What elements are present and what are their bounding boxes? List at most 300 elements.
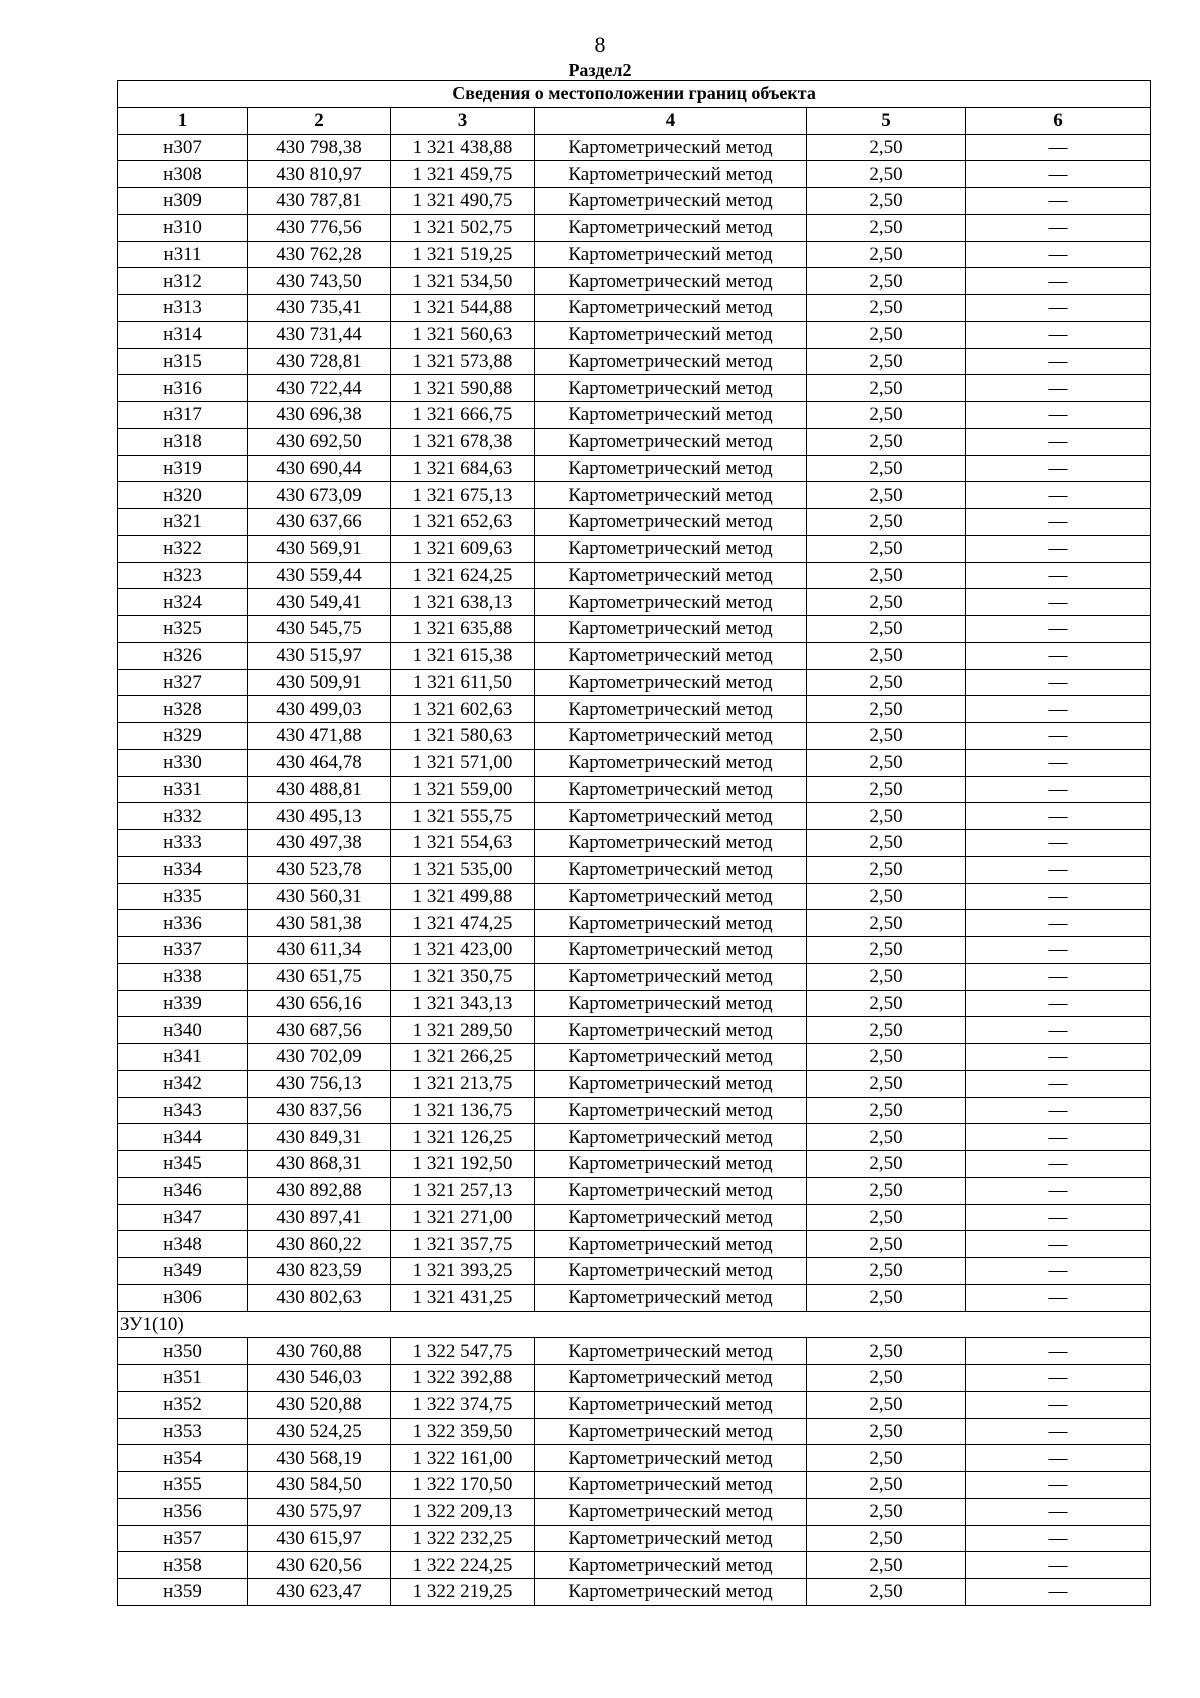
- table-row: [118, 1177, 1151, 1204]
- cell-description: —: [966, 1579, 1151, 1606]
- cell-y-coordinate: 1 321 635,88: [391, 616, 535, 643]
- table-row: [118, 1284, 1151, 1311]
- cell-description: —: [966, 1391, 1151, 1418]
- table-row: [118, 188, 1151, 215]
- cell-y-coordinate: 1 322 374,75: [391, 1391, 535, 1418]
- cell-method: Картометрический метод: [535, 241, 807, 268]
- cell-description: —: [966, 1231, 1151, 1258]
- cell-accuracy: 2,50: [807, 348, 966, 375]
- cell-x-coordinate: 430 611,34: [248, 937, 391, 964]
- cell-accuracy: 2,50: [807, 830, 966, 857]
- cell-description: —: [966, 642, 1151, 669]
- cell-method: Картометрический метод: [535, 1017, 807, 1044]
- cell-accuracy: 2,50: [807, 1044, 966, 1071]
- cell-y-coordinate: 1 321 559,00: [391, 776, 535, 803]
- cell-y-coordinate: 1 322 219,25: [391, 1579, 535, 1606]
- cell-point-number: н332: [118, 803, 248, 830]
- column-header: 5: [807, 107, 966, 134]
- cell-y-coordinate: 1 322 359,50: [391, 1418, 535, 1445]
- cell-y-coordinate: 1 321 615,38: [391, 642, 535, 669]
- cell-point-number: н347: [118, 1204, 248, 1231]
- cell-x-coordinate: 430 499,03: [248, 696, 391, 723]
- table-row: [118, 830, 1151, 857]
- cell-point-number: н327: [118, 669, 248, 696]
- cell-point-number: н344: [118, 1124, 248, 1151]
- cell-point-number: н351: [118, 1365, 248, 1392]
- cell-method: Картометрический метод: [535, 776, 807, 803]
- table-row: [118, 937, 1151, 964]
- table-row: [118, 589, 1151, 616]
- table-row: [118, 1445, 1151, 1472]
- cell-point-number: н340: [118, 1017, 248, 1044]
- cell-x-coordinate: 430 620,56: [248, 1552, 391, 1579]
- cell-description: —: [966, 1258, 1151, 1285]
- cell-y-coordinate: 1 321 423,00: [391, 937, 535, 964]
- cell-accuracy: 2,50: [807, 241, 966, 268]
- cell-description: —: [966, 856, 1151, 883]
- cell-description: —: [966, 535, 1151, 562]
- cell-accuracy: 2,50: [807, 1498, 966, 1525]
- cell-point-number: н315: [118, 348, 248, 375]
- cell-method: Картометрический метод: [535, 509, 807, 536]
- cell-accuracy: 2,50: [807, 509, 966, 536]
- cell-point-number: н334: [118, 856, 248, 883]
- cell-method: Картометрический метод: [535, 1258, 807, 1285]
- cell-accuracy: 2,50: [807, 1338, 966, 1365]
- cell-method: Картометрический метод: [535, 963, 807, 990]
- cell-accuracy: 2,50: [807, 455, 966, 482]
- cell-description: —: [966, 803, 1151, 830]
- table-row: [118, 455, 1151, 482]
- cell-y-coordinate: 1 321 571,00: [391, 749, 535, 776]
- cell-x-coordinate: 430 776,56: [248, 214, 391, 241]
- boundary-table: [117, 80, 1151, 1606]
- cell-method: Картометрический метод: [535, 375, 807, 402]
- cell-description: —: [966, 1151, 1151, 1178]
- cell-x-coordinate: 430 488,81: [248, 776, 391, 803]
- cell-accuracy: 2,50: [807, 1124, 966, 1151]
- cell-point-number: н310: [118, 214, 248, 241]
- cell-accuracy: 2,50: [807, 321, 966, 348]
- cell-method: Картометрический метод: [535, 268, 807, 295]
- cell-y-coordinate: 1 321 678,38: [391, 428, 535, 455]
- cell-x-coordinate: 430 560,31: [248, 883, 391, 910]
- cell-accuracy: 2,50: [807, 134, 966, 161]
- cell-accuracy: 2,50: [807, 937, 966, 964]
- cell-description: —: [966, 1418, 1151, 1445]
- cell-description: —: [966, 188, 1151, 215]
- table-row: [118, 1365, 1151, 1392]
- cell-y-coordinate: 1 321 611,50: [391, 669, 535, 696]
- cell-x-coordinate: 430 892,88: [248, 1177, 391, 1204]
- cell-y-coordinate: 1 321 393,25: [391, 1258, 535, 1285]
- cell-x-coordinate: 430 823,59: [248, 1258, 391, 1285]
- table-row: [118, 776, 1151, 803]
- cell-x-coordinate: 430 569,91: [248, 535, 391, 562]
- table-row: [118, 1017, 1151, 1044]
- cell-y-coordinate: 1 321 192,50: [391, 1151, 535, 1178]
- cell-description: —: [966, 241, 1151, 268]
- cell-y-coordinate: 1 321 343,13: [391, 990, 535, 1017]
- cell-y-coordinate: 1 321 519,25: [391, 241, 535, 268]
- cell-x-coordinate: 430 702,09: [248, 1044, 391, 1071]
- cell-method: Картометрический метод: [535, 1151, 807, 1178]
- table-caption-row: [118, 81, 1151, 108]
- cell-accuracy: 2,50: [807, 856, 966, 883]
- cell-accuracy: 2,50: [807, 1097, 966, 1124]
- cell-method: Картометрический метод: [535, 535, 807, 562]
- cell-x-coordinate: 430 656,16: [248, 990, 391, 1017]
- cell-x-coordinate: 430 509,91: [248, 669, 391, 696]
- cell-x-coordinate: 430 837,56: [248, 1097, 391, 1124]
- cell-description: —: [966, 1445, 1151, 1472]
- cell-point-number: н309: [118, 188, 248, 215]
- cell-description: —: [966, 321, 1151, 348]
- cell-method: Картометрический метод: [535, 1284, 807, 1311]
- cell-method: Картометрический метод: [535, 723, 807, 750]
- cell-x-coordinate: 430 810,97: [248, 161, 391, 188]
- cell-point-number: н337: [118, 937, 248, 964]
- cell-method: Картометрический метод: [535, 1579, 807, 1606]
- cell-description: —: [966, 830, 1151, 857]
- cell-method: Картометрический метод: [535, 883, 807, 910]
- cell-y-coordinate: 1 321 266,25: [391, 1044, 535, 1071]
- cell-description: —: [966, 1070, 1151, 1097]
- cell-method: Картометрический метод: [535, 562, 807, 589]
- table-row: [118, 348, 1151, 375]
- cell-y-coordinate: 1 321 213,75: [391, 1070, 535, 1097]
- cell-y-coordinate: 1 321 684,63: [391, 455, 535, 482]
- cell-method: Картометрический метод: [535, 830, 807, 857]
- cell-point-number: н313: [118, 295, 248, 322]
- cell-point-number: н306: [118, 1284, 248, 1311]
- cell-y-coordinate: 1 321 350,75: [391, 963, 535, 990]
- cell-description: —: [966, 1284, 1151, 1311]
- cell-y-coordinate: 1 321 502,75: [391, 214, 535, 241]
- table-row: [118, 669, 1151, 696]
- table-row: [118, 723, 1151, 750]
- cell-method: Картометрический метод: [535, 321, 807, 348]
- cell-x-coordinate: 430 787,81: [248, 188, 391, 215]
- cell-accuracy: 2,50: [807, 803, 966, 830]
- cell-description: —: [966, 963, 1151, 990]
- cell-x-coordinate: 430 615,97: [248, 1525, 391, 1552]
- cell-method: Картометрический метод: [535, 1044, 807, 1071]
- cell-y-coordinate: 1 321 602,63: [391, 696, 535, 723]
- cell-method: Картометрический метод: [535, 161, 807, 188]
- table-row: [118, 1231, 1151, 1258]
- cell-x-coordinate: 430 581,38: [248, 910, 391, 937]
- cell-point-number: н350: [118, 1338, 248, 1365]
- cell-accuracy: 2,50: [807, 1258, 966, 1285]
- cell-accuracy: 2,50: [807, 188, 966, 215]
- cell-accuracy: 2,50: [807, 1070, 966, 1097]
- table-row: [118, 1418, 1151, 1445]
- cell-x-coordinate: 430 568,19: [248, 1445, 391, 1472]
- cell-x-coordinate: 430 673,09: [248, 482, 391, 509]
- table-row: [118, 321, 1151, 348]
- cell-y-coordinate: 1 321 271,00: [391, 1204, 535, 1231]
- cell-point-number: н349: [118, 1258, 248, 1285]
- cell-accuracy: 2,50: [807, 990, 966, 1017]
- cell-accuracy: 2,50: [807, 482, 966, 509]
- cell-point-number: н357: [118, 1525, 248, 1552]
- cell-x-coordinate: 430 637,66: [248, 509, 391, 536]
- cell-x-coordinate: 430 731,44: [248, 321, 391, 348]
- cell-point-number: н318: [118, 428, 248, 455]
- cell-accuracy: 2,50: [807, 214, 966, 241]
- cell-method: Картометрический метод: [535, 1472, 807, 1499]
- cell-method: Картометрический метод: [535, 1177, 807, 1204]
- cell-x-coordinate: 430 524,25: [248, 1418, 391, 1445]
- cell-description: —: [966, 509, 1151, 536]
- cell-description: —: [966, 1097, 1151, 1124]
- cell-point-number: н341: [118, 1044, 248, 1071]
- table-row: [118, 1204, 1151, 1231]
- cell-y-coordinate: 1 321 652,63: [391, 509, 535, 536]
- cell-point-number: н359: [118, 1579, 248, 1606]
- cell-description: —: [966, 1177, 1151, 1204]
- cell-method: Картометрический метод: [535, 1525, 807, 1552]
- cell-point-number: н325: [118, 616, 248, 643]
- cell-description: —: [966, 776, 1151, 803]
- cell-description: —: [966, 134, 1151, 161]
- table-header-row: [118, 107, 1151, 134]
- table-row: [118, 1124, 1151, 1151]
- group-row: [118, 1311, 1151, 1338]
- column-header: 3: [391, 107, 535, 134]
- cell-x-coordinate: 430 575,97: [248, 1498, 391, 1525]
- cell-point-number: н320: [118, 482, 248, 509]
- cell-y-coordinate: 1 321 126,25: [391, 1124, 535, 1151]
- cell-y-coordinate: 1 322 161,00: [391, 1445, 535, 1472]
- table-row: [118, 535, 1151, 562]
- cell-method: Картометрический метод: [535, 642, 807, 669]
- cell-x-coordinate: 430 849,31: [248, 1124, 391, 1151]
- cell-x-coordinate: 430 722,44: [248, 375, 391, 402]
- cell-x-coordinate: 430 897,41: [248, 1204, 391, 1231]
- cell-x-coordinate: 430 651,75: [248, 963, 391, 990]
- cell-y-coordinate: 1 321 136,75: [391, 1097, 535, 1124]
- cell-description: —: [966, 482, 1151, 509]
- cell-y-coordinate: 1 321 534,50: [391, 268, 535, 295]
- cell-accuracy: 2,50: [807, 723, 966, 750]
- cell-method: Картометрический метод: [535, 696, 807, 723]
- cell-description: —: [966, 990, 1151, 1017]
- table-row: [118, 482, 1151, 509]
- cell-description: —: [966, 268, 1151, 295]
- cell-accuracy: 2,50: [807, 1365, 966, 1392]
- cell-description: —: [966, 562, 1151, 589]
- cell-description: —: [966, 1338, 1151, 1365]
- cell-method: Картометрический метод: [535, 1391, 807, 1418]
- cell-accuracy: 2,50: [807, 589, 966, 616]
- cell-accuracy: 2,50: [807, 402, 966, 429]
- cell-description: —: [966, 883, 1151, 910]
- cell-point-number: н335: [118, 883, 248, 910]
- cell-description: —: [966, 723, 1151, 750]
- cell-x-coordinate: 430 495,13: [248, 803, 391, 830]
- cell-description: —: [966, 910, 1151, 937]
- cell-y-coordinate: 1 322 224,25: [391, 1552, 535, 1579]
- cell-x-coordinate: 430 696,38: [248, 402, 391, 429]
- cell-accuracy: 2,50: [807, 1177, 966, 1204]
- table-row: [118, 1552, 1151, 1579]
- cell-point-number: н324: [118, 589, 248, 616]
- cell-description: —: [966, 1498, 1151, 1525]
- table-row: [118, 134, 1151, 161]
- cell-x-coordinate: 430 860,22: [248, 1231, 391, 1258]
- cell-x-coordinate: 430 762,28: [248, 241, 391, 268]
- table-row: [118, 428, 1151, 455]
- section-title: Раздел2: [568, 60, 632, 80]
- cell-y-coordinate: 1 321 459,75: [391, 161, 535, 188]
- cell-y-coordinate: 1 321 257,13: [391, 1177, 535, 1204]
- cell-y-coordinate: 1 321 638,13: [391, 589, 535, 616]
- cell-description: —: [966, 375, 1151, 402]
- column-header: 4: [535, 107, 807, 134]
- cell-accuracy: 2,50: [807, 1204, 966, 1231]
- cell-point-number: н319: [118, 455, 248, 482]
- table-row: [118, 1258, 1151, 1285]
- cell-method: Картометрический метод: [535, 1418, 807, 1445]
- table-row: [118, 509, 1151, 536]
- cell-accuracy: 2,50: [807, 161, 966, 188]
- table-row: [118, 910, 1151, 937]
- table-row: [118, 1498, 1151, 1525]
- cell-accuracy: 2,50: [807, 1472, 966, 1499]
- cell-x-coordinate: 430 471,88: [248, 723, 391, 750]
- cell-description: —: [966, 669, 1151, 696]
- cell-point-number: н331: [118, 776, 248, 803]
- cell-x-coordinate: 430 687,56: [248, 1017, 391, 1044]
- table-row: [118, 1151, 1151, 1178]
- cell-method: Картометрический метод: [535, 188, 807, 215]
- table-row: [118, 1338, 1151, 1365]
- cell-x-coordinate: 430 559,44: [248, 562, 391, 589]
- cell-x-coordinate: 430 515,97: [248, 642, 391, 669]
- cell-x-coordinate: 430 743,50: [248, 268, 391, 295]
- cell-point-number: н322: [118, 535, 248, 562]
- cell-accuracy: 2,50: [807, 1525, 966, 1552]
- cell-accuracy: 2,50: [807, 428, 966, 455]
- cell-y-coordinate: 1 321 490,75: [391, 188, 535, 215]
- cell-method: Картометрический метод: [535, 1204, 807, 1231]
- cell-description: —: [966, 589, 1151, 616]
- cell-point-number: н307: [118, 134, 248, 161]
- cell-accuracy: 2,50: [807, 375, 966, 402]
- cell-y-coordinate: 1 321 573,88: [391, 348, 535, 375]
- cell-description: —: [966, 214, 1151, 241]
- table-row: [118, 1525, 1151, 1552]
- cell-y-coordinate: 1 321 560,63: [391, 321, 535, 348]
- column-header: 2: [248, 107, 391, 134]
- cell-y-coordinate: 1 321 555,75: [391, 803, 535, 830]
- cell-point-number: н338: [118, 963, 248, 990]
- cell-point-number: н330: [118, 749, 248, 776]
- cell-y-coordinate: 1 321 675,13: [391, 482, 535, 509]
- cell-accuracy: 2,50: [807, 963, 966, 990]
- cell-point-number: н358: [118, 1552, 248, 1579]
- cell-method: Картометрический метод: [535, 856, 807, 883]
- cell-method: Картометрический метод: [535, 428, 807, 455]
- table-row: [118, 642, 1151, 669]
- cell-y-coordinate: 1 322 547,75: [391, 1338, 535, 1365]
- cell-y-coordinate: 1 322 170,50: [391, 1472, 535, 1499]
- cell-accuracy: 2,50: [807, 749, 966, 776]
- cell-point-number: н329: [118, 723, 248, 750]
- cell-y-coordinate: 1 321 554,63: [391, 830, 535, 857]
- cell-description: —: [966, 937, 1151, 964]
- cell-y-coordinate: 1 321 624,25: [391, 562, 535, 589]
- cell-point-number: н328: [118, 696, 248, 723]
- cell-point-number: н354: [118, 1445, 248, 1472]
- table-row: [118, 1097, 1151, 1124]
- cell-description: —: [966, 616, 1151, 643]
- table-row: [118, 990, 1151, 1017]
- cell-accuracy: 2,50: [807, 1284, 966, 1311]
- cell-method: Картометрический метод: [535, 455, 807, 482]
- cell-point-number: н321: [118, 509, 248, 536]
- table-row: [118, 1391, 1151, 1418]
- cell-x-coordinate: 430 545,75: [248, 616, 391, 643]
- cell-accuracy: 2,50: [807, 1391, 966, 1418]
- cell-description: —: [966, 1552, 1151, 1579]
- cell-method: Картометрический метод: [535, 749, 807, 776]
- cell-description: —: [966, 455, 1151, 482]
- table-row: [118, 161, 1151, 188]
- cell-accuracy: 2,50: [807, 696, 966, 723]
- cell-description: —: [966, 402, 1151, 429]
- cell-method: Картометрический метод: [535, 1445, 807, 1472]
- cell-accuracy: 2,50: [807, 1579, 966, 1606]
- cell-y-coordinate: 1 322 209,13: [391, 1498, 535, 1525]
- cell-accuracy: 2,50: [807, 910, 966, 937]
- table-row: [118, 562, 1151, 589]
- table-row: [118, 803, 1151, 830]
- cell-x-coordinate: 430 546,03: [248, 1365, 391, 1392]
- cell-x-coordinate: 430 549,41: [248, 589, 391, 616]
- cell-x-coordinate: 430 728,81: [248, 348, 391, 375]
- cell-x-coordinate: 430 798,38: [248, 134, 391, 161]
- table-row: [118, 616, 1151, 643]
- cell-description: —: [966, 1365, 1151, 1392]
- cell-y-coordinate: 1 321 357,75: [391, 1231, 535, 1258]
- cell-method: Картометрический метод: [535, 1338, 807, 1365]
- table-row: [118, 1579, 1151, 1606]
- cell-accuracy: 2,50: [807, 776, 966, 803]
- cell-method: Картометрический метод: [535, 1231, 807, 1258]
- cell-point-number: н343: [118, 1097, 248, 1124]
- cell-method: Картометрический метод: [535, 589, 807, 616]
- table-row: [118, 295, 1151, 322]
- cell-method: Картометрический метод: [535, 482, 807, 509]
- page-number: 8: [594, 32, 606, 57]
- table-row: [118, 214, 1151, 241]
- cell-y-coordinate: 1 321 666,75: [391, 402, 535, 429]
- cell-x-coordinate: 430 464,78: [248, 749, 391, 776]
- cell-method: Картометрический метод: [535, 1365, 807, 1392]
- cell-description: —: [966, 696, 1151, 723]
- table-row: [118, 883, 1151, 910]
- cell-y-coordinate: 1 321 431,25: [391, 1284, 535, 1311]
- cell-method: Картометрический метод: [535, 134, 807, 161]
- table-row: [118, 268, 1151, 295]
- cell-description: —: [966, 749, 1151, 776]
- cell-y-coordinate: 1 321 544,88: [391, 295, 535, 322]
- cell-description: —: [966, 161, 1151, 188]
- table-row: [118, 749, 1151, 776]
